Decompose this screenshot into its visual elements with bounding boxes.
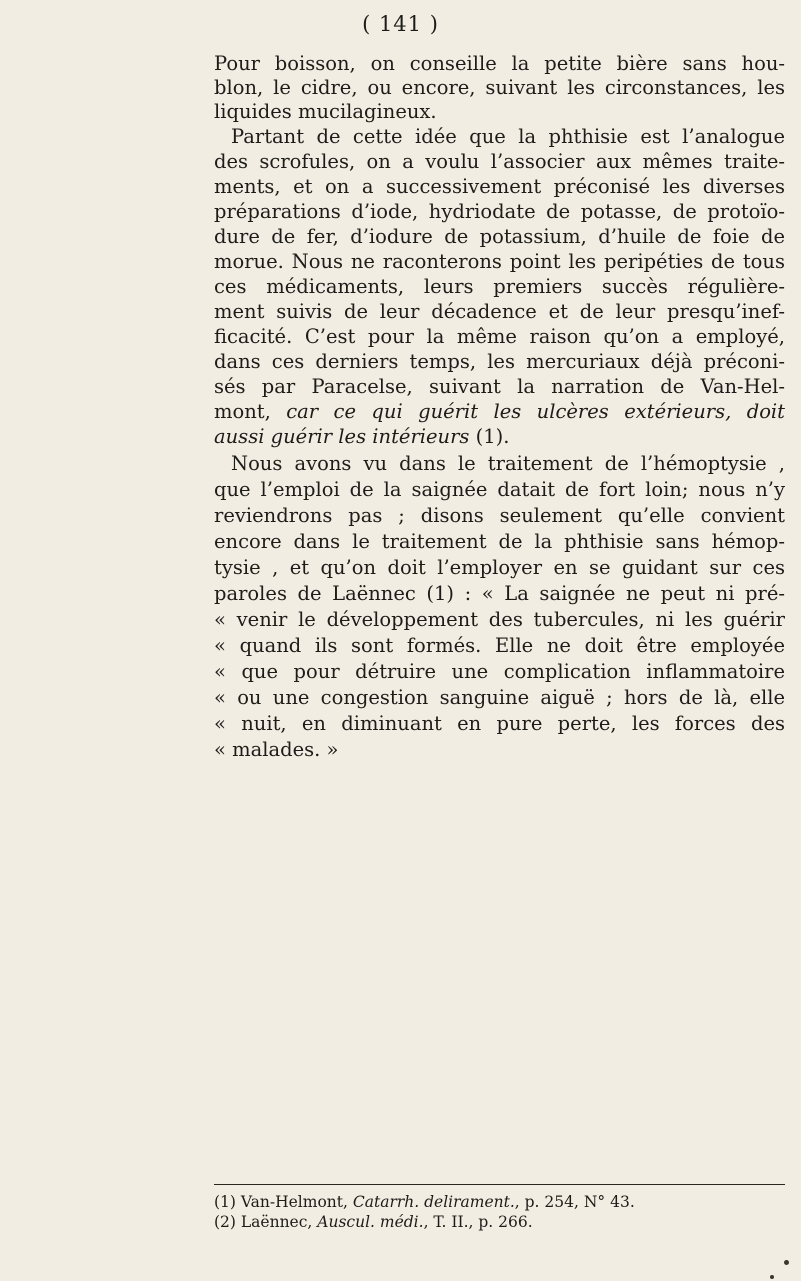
italic-quote: aussi guérir les intérieurs bbox=[214, 425, 470, 448]
text-line: préparations d’iode, hydriodate de potasse, de protoïo- bbox=[214, 200, 785, 223]
quote-line: « malades. » bbox=[214, 738, 339, 761]
quote-line: « venir le développement des tubercules, ni les guérir bbox=[214, 608, 785, 631]
text-line: encore dans le traitement de la phthisie sans hémop- bbox=[214, 530, 785, 553]
quote-line: « nuit, en diminuant en pure perte, les forces des bbox=[214, 712, 785, 735]
text-line: tysie , et qu’on doit l’employer en se guidant sur ces bbox=[214, 556, 785, 579]
footnote-rule bbox=[214, 1184, 785, 1185]
text-line: ces médicaments, leurs premiers succès régulière- bbox=[214, 275, 785, 298]
text-line: des scrofules, on a voulu l’associer aux mêmes traite- bbox=[214, 150, 785, 173]
text-line: ments, et on a successivement préconisé les diverses bbox=[214, 175, 785, 198]
page-number: ( 141 ) bbox=[362, 12, 439, 36]
text-line: morue. Nous ne raconterons point les peripéties de tous bbox=[214, 250, 785, 273]
italic-quote: car ce qui guérit les ulcères extérieurs, doit bbox=[286, 400, 786, 423]
footnote-text: , T. II., p. 266. bbox=[423, 1213, 533, 1231]
paper-speck bbox=[770, 1275, 774, 1279]
text-line: liquides mucilagineux. bbox=[214, 100, 437, 123]
text-line: dans ces derniers temps, les mercuriaux déjà préconi- bbox=[214, 350, 785, 373]
text-line: reviendrons pas ; disons seulement qu’elle convient bbox=[214, 504, 785, 527]
text-line: ment suivis de leur décadence et de leur presqu’inef- bbox=[214, 300, 785, 323]
footnote-text: (1) Van-Helmont, bbox=[214, 1193, 348, 1211]
text-line: Pour boisson, on conseille la petite bière sans hou- bbox=[214, 52, 785, 75]
quote-line: « quand ils sont formés. Elle ne doit être employée bbox=[214, 634, 785, 657]
footnote-text: , p. 254, N° 43. bbox=[514, 1193, 635, 1211]
paper-speck bbox=[784, 1260, 789, 1265]
text-line: ficacité. C’est pour la même raison qu’on a employé, bbox=[214, 325, 785, 348]
text-line: sés par Paracelse, suivant la narration de Van-Hel- bbox=[214, 375, 785, 398]
text-line: blon, le cidre, ou encore, suivant les circonstances, les bbox=[214, 76, 785, 99]
text-line: que l’emploi de la saignée datait de fort loin; nous n’y bbox=[214, 478, 785, 501]
quote-line: « que pour détruire une complication inflammatoire bbox=[214, 660, 785, 683]
footnote bbox=[214, 1212, 785, 1232]
footnote-title: Auscul. médi. bbox=[317, 1213, 424, 1231]
footnote-text: (2) Laënnec, bbox=[214, 1213, 313, 1231]
footnote bbox=[214, 1192, 785, 1212]
text-line-mixed bbox=[214, 425, 785, 449]
text-line: Partant de cette idée que la phthisie est l’analogue bbox=[231, 125, 785, 148]
text-segment: mont, bbox=[214, 400, 271, 423]
footnote-title: Catarrh. delirament. bbox=[352, 1193, 515, 1211]
text-line: paroles de Laënnec (1) : « La saignée ne peut ni pré- bbox=[214, 582, 785, 605]
text-line-mixed bbox=[214, 400, 785, 424]
footnote-ref: (1). bbox=[475, 425, 510, 448]
quote-line: « ou une congestion sanguine aiguë ; hors de là, elle bbox=[214, 686, 785, 709]
text-line: dure de fer, d’iodure de potassium, d’huile de foie de bbox=[214, 225, 785, 248]
text-line: Nous avons vu dans le traitement de l’hémoptysie , bbox=[231, 452, 785, 475]
